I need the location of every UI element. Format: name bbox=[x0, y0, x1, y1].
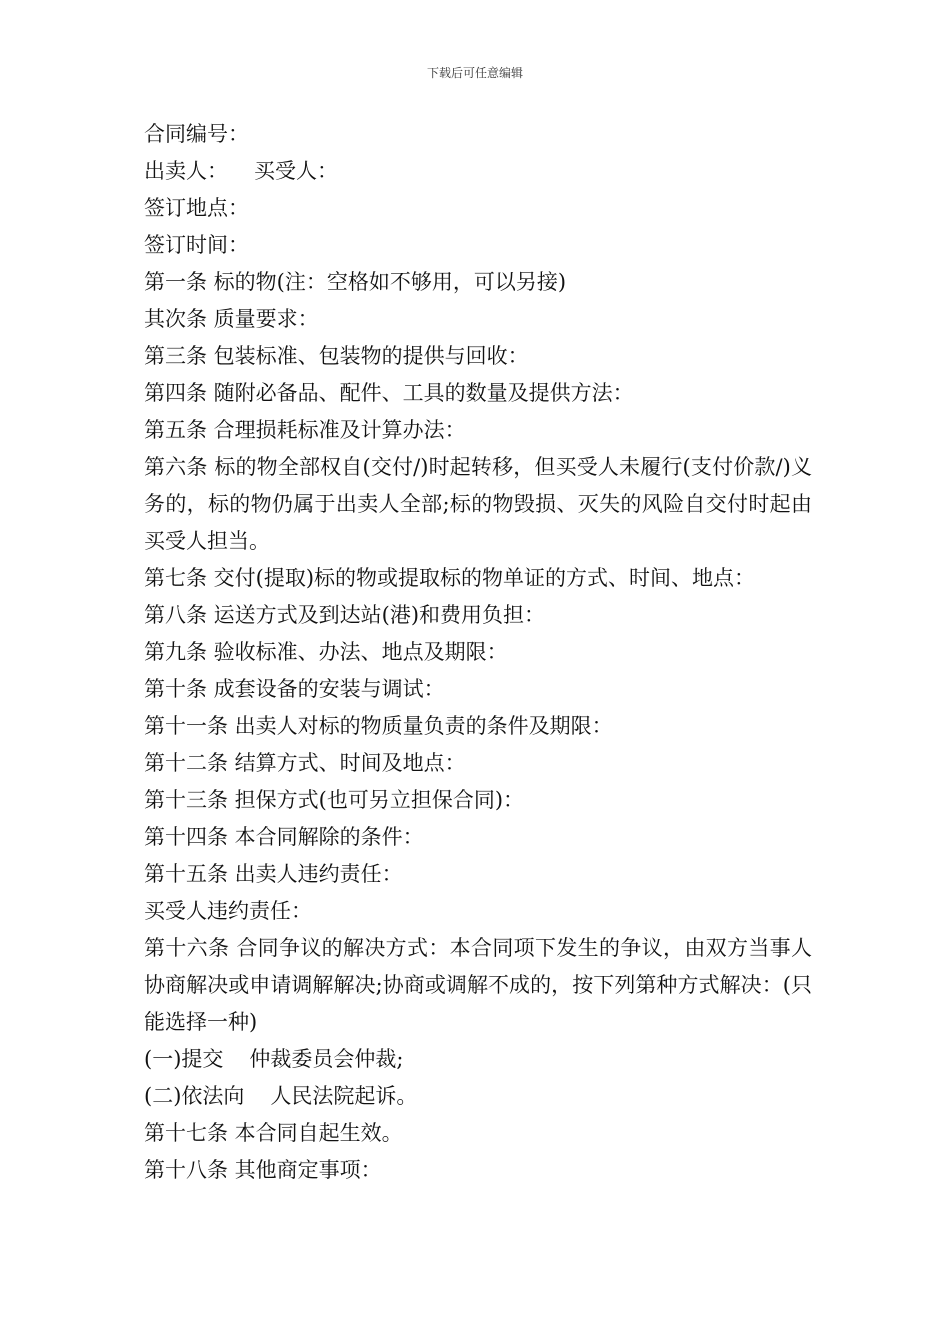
article-line: 第八条 运送方式及到达站(港)和费用负担： bbox=[144, 603, 546, 627]
seller-label: 出卖人： bbox=[144, 159, 228, 183]
article-line: 第十五条 出卖人违约责任： bbox=[144, 862, 403, 886]
article-line: 第十一条 出卖人对标的物质量负责的条件及期限： bbox=[144, 714, 613, 738]
article-line: 第五条 合理损耗标准及计算办法： bbox=[144, 418, 466, 442]
option-2-prefix: (二)依法向 bbox=[144, 1084, 245, 1108]
article-line: 第九条 验收标准、办法、地点及期限： bbox=[144, 640, 508, 664]
article-line: 其次条 质量要求： bbox=[144, 307, 319, 331]
option-1-prefix: (一)提交 bbox=[144, 1047, 224, 1071]
dispute-option-2 bbox=[144, 1078, 812, 1115]
sign-place-line: 签订地点： bbox=[144, 196, 249, 220]
article-line: 第十四条 本合同解除的条件： bbox=[144, 825, 424, 849]
sign-time-line: 签订时间： bbox=[144, 233, 249, 257]
option-1-suffix: 仲裁委员会仲裁; bbox=[249, 1047, 404, 1071]
option-2-suffix: 人民法院起诉。 bbox=[270, 1084, 418, 1108]
dispute-option-1 bbox=[144, 1041, 812, 1078]
contract-body bbox=[144, 116, 812, 1189]
article-line: 第十三条 担保方式(也可另立担保合同)： bbox=[144, 788, 525, 812]
article-line: 第一条 标的物(注：空格如不够用，可以另接) bbox=[144, 270, 567, 294]
article-line: 第十条 成套设备的安装与调试： bbox=[144, 677, 445, 701]
parties-line bbox=[144, 153, 812, 190]
article-line: 第三条 包装标准、包装物的提供与回收： bbox=[144, 344, 529, 368]
buyer-label: 买受人： bbox=[254, 159, 338, 183]
contract-number-line: 合同编号： bbox=[144, 122, 249, 146]
article-line: 第四条 随附必备品、配件、工具的数量及提供方法： bbox=[144, 381, 634, 405]
article-line: 第十八条 其他商定事项： bbox=[144, 1158, 382, 1182]
article-line: 第十七条 本合同自起生效。 bbox=[144, 1121, 403, 1145]
article-line: 买受人违约责任： bbox=[144, 899, 312, 923]
article-line: 第十六条 合同争议的解决方式：本合同项下发生的争议，由双方当事人协商解决或申请调解解决;协商或调解不成的，按下列第种方式解决：(只能选择一种) bbox=[144, 936, 812, 1034]
page-header: 下载后可任意编辑 bbox=[426, 66, 523, 80]
article-line: 第十二条 结算方式、时间及地点： bbox=[144, 751, 466, 775]
article-line: 第七条 交付(提取)标的物或提取标的物单证的方式、时间、地点： bbox=[144, 566, 756, 590]
article-line: 第六条 标的物全部权自(交付/)时起转移，但买受人未履行(支付价款/)义务的，标的物仍属于出卖人全部;标的物毁损、灭失的风险自交付时起由买受人担当。 bbox=[144, 455, 812, 553]
